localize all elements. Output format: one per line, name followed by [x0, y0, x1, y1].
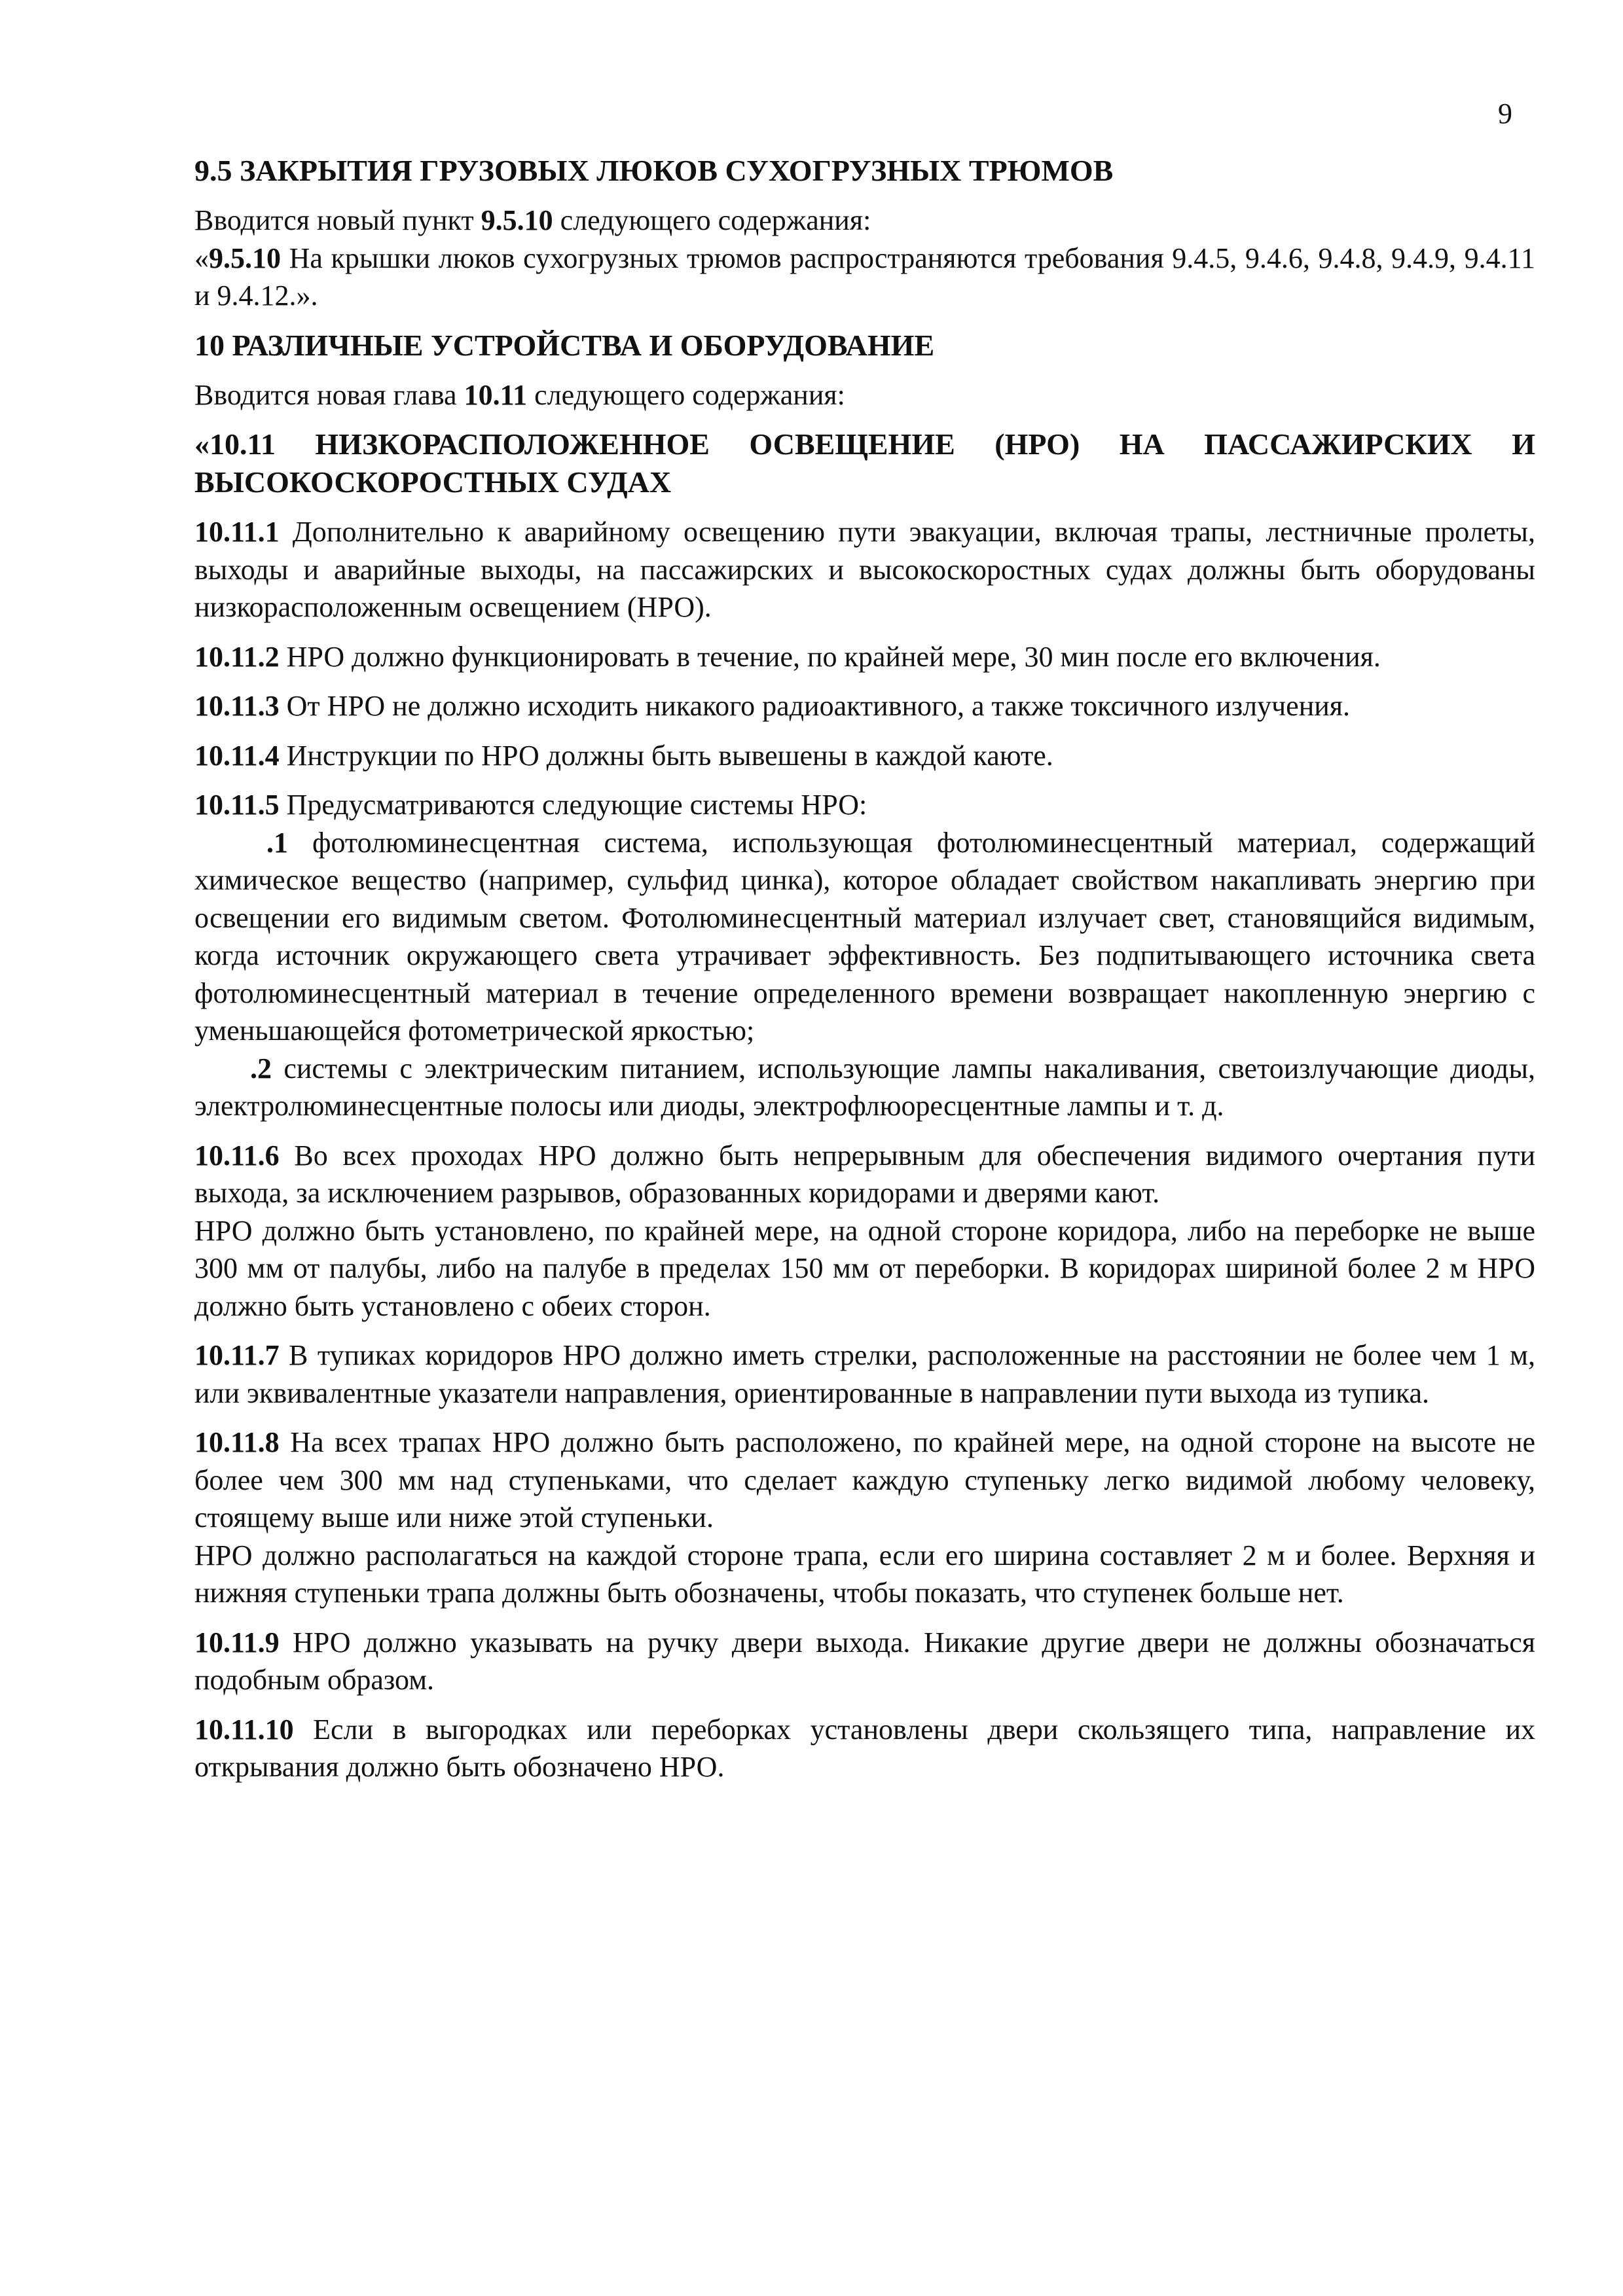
clause-10-11-4: 10.11.4 Инструкции по НРО должны быть вывешены в каждой каюте. — [194, 739, 1053, 772]
clause-number: 9.5.10 — [209, 242, 281, 274]
clause-10-11-2: 10.11.2 НРО должно функционировать в течение, по крайней мере, 30 мин после его включения. — [194, 640, 1381, 673]
clause-number: 10.11.2 — [194, 640, 280, 673]
clause-10-11-6-para-2: НРО должно быть установлено, по крайней мере, на одной стороне коридора, либо на переборке не выше 300 мм от палубы, либо на палубе в пределах 150 мм от переборки. В коридорах шириной более 2 м НРО должно быть установлено с обеих сторон. — [194, 1214, 1535, 1322]
clause-10-11-5-item-2: .2 системы с электрическим питанием, использующие лампы накаливания, светоизлучающие диоды, электролюминесцентные полосы или диоды, электрофлюоресцентные лампы и т. д. — [194, 1052, 1535, 1122]
clause-10-11-5: 10.11.5 Предусматриваются следующие системы НРО: — [194, 789, 867, 821]
item-number: .2 — [250, 1052, 272, 1085]
clause-10-11-6: 10.11.6 Во всех проходах НРО должно быть непрерывным для обеспечения видимого очертания пути выхода, за исключением разрывов, образованных коридорами и дверями кают. — [194, 1139, 1535, 1209]
item-number: .1 — [266, 826, 288, 859]
clause-10-11-5-item-1: .1 фотолюминесцентная система, использующая фотолюминесцентный материал, содержащий химическое вещество (например, сульфид цинка), которое обладает свойством накапливать энергию при освещении его видимым светом. Фотолюминесцентный материал излучает свет, становящийся видимым, когда источник окружающего света утрачивает эффективность. Без подпитывающего источника света фотолюминесцентный материал в течение определенного времени возвращает накопленную энергию с уменьшающейся фотометрической яркостью; — [194, 826, 1535, 1047]
clause-10-11-10: 10.11.10 Если в выгородках или переборках установлены двери скользящего типа, направление их открывания должно быть обозначено НРО. — [194, 1713, 1535, 1783]
clause-number: 9.5.10 — [481, 204, 553, 236]
clause-number: 10.11.7 — [194, 1339, 280, 1371]
clause-10-11-8: 10.11.8 На всех трапах НРО должно быть расположено, по крайней мере, на одной стороне на высоте не более чем 300 мм над ступеньками, что сделает каждую ступеньку легко видимой любому человеку, стоящему выше или ниже этой ступеньки. — [194, 1426, 1535, 1534]
clause-9-5-10: «9.5.10 На крышки люков сухогрузных трюмов распространяются требования 9.4.5, 9.4.6, 9.4.8, 9.4.9, 9.4.11 и 9.4.12.». — [194, 242, 1535, 312]
document-body — [194, 152, 1535, 1786]
clause-10-11-1: 10.11.1 Дополнительно к аварийному освещению пути эвакуации, включая трапы, лестничные пролеты, выходы и аварийные выходы, на пассажирских и высокоскоростных судах должны быть оборудованы низкорасположенным освещением (НРО). — [194, 516, 1535, 623]
clause-10-11-8-para-2: НРО должно располагаться на каждой стороне трапа, если его ширина составляет 2 м и более. Верхняя и нижняя ступеньки трапа должны быть обозначены, чтобы показать, что ступенек больше нет. — [194, 1539, 1535, 1609]
clause-number: 10.11.4 — [194, 739, 280, 772]
clause-number: 10.11.6 — [194, 1139, 280, 1172]
clause-10-11-3: 10.11.3 От НРО не должно исходить никакого радиоактивного, а также токсичного излучения. — [194, 690, 1351, 722]
clause-number: 10.11.8 — [194, 1426, 280, 1458]
clause-10-11-7: 10.11.7 В тупиках коридоров НРО должно иметь стрелки, расположенные на расстоянии не более чем 1 м, или эквивалентные указатели направления, ориентированные в направлении пути выхода из тупика. — [194, 1339, 1535, 1409]
clause-10-11-9: 10.11.9 НРО должно указывать на ручку двери выхода. Никакие другие двери не должны обозначаться подобным образом. — [194, 1626, 1535, 1696]
section-heading-10: 10 РАЗЛИЧНЫЕ УСТРОЙСТВА И ОБОРУДОВАНИЕ — [194, 328, 935, 362]
section-10-intro: Вводится новая глава 10.11 следующего содержания: — [194, 378, 845, 411]
clause-number: 10.11.5 — [194, 789, 280, 821]
clause-number: 10.11.1 — [194, 516, 280, 548]
clause-number: 10.11.3 — [194, 690, 280, 722]
section-heading-9-5: 9.5 ЗАКРЫТИЯ ГРУЗОВЫХ ЛЮКОВ СУХОГРУЗНЫХ ТРЮМОВ — [194, 154, 1114, 187]
section-9-5-intro: Вводится новый пункт 9.5.10 следующего содержания: — [194, 204, 871, 236]
chapter-heading-10-11: «10.11 НИЗКОРАСПОЛОЖЕННОЕ ОСВЕЩЕНИЕ (НРО) НА ПАССАЖИРСКИХ И ВЫСОКОСКОРОСТНЫХ СУДАХ — [194, 427, 1535, 499]
page-number: 9 — [1498, 98, 1512, 130]
clause-number: 10.11.9 — [194, 1626, 280, 1659]
clause-number: 10.11.10 — [194, 1713, 294, 1746]
clause-number: 10.11 — [464, 378, 528, 411]
